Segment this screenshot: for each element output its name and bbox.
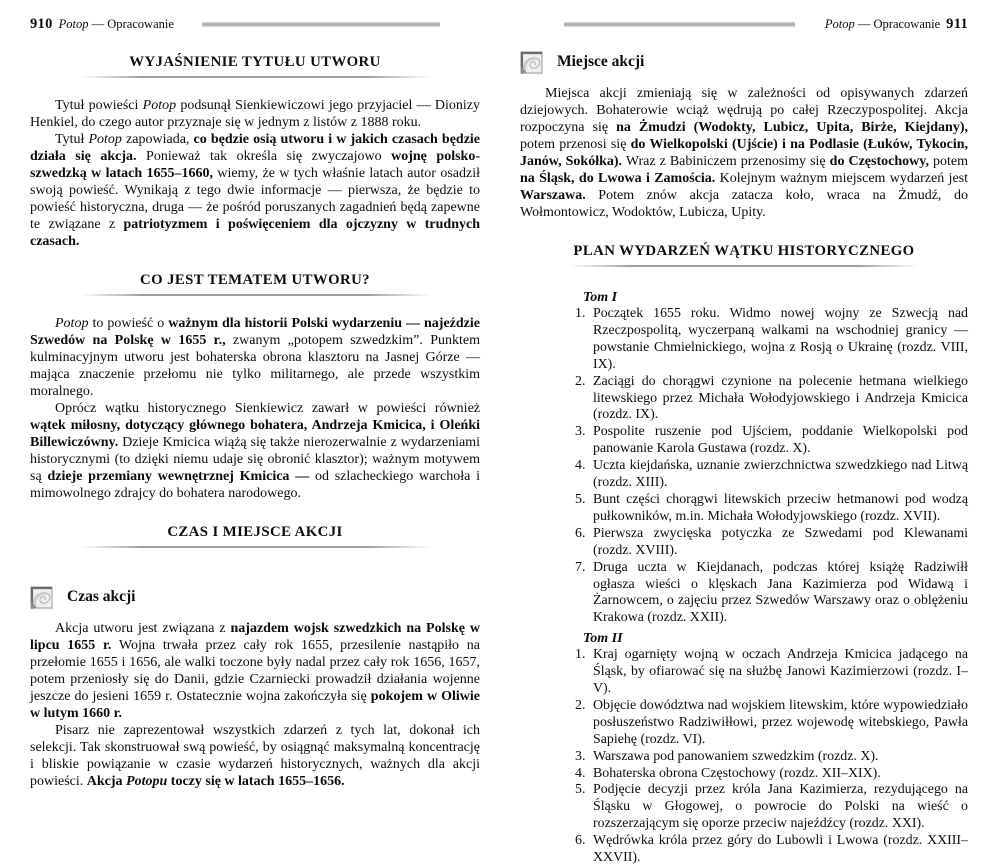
page-number: 911 [946,15,968,32]
text-run: zapowiada, [121,132,194,147]
text-run: Oprócz wątku historycznego Sienkiewicz zawarł w powieści również [55,401,480,416]
running-header-right [520,16,968,32]
list-item-text: Wędrówka króla przez góry do Lubowli i Lwowa (rozdz. XXIII–XXVII). [593,833,968,866]
paragraph [30,97,480,131]
section-heading [30,272,480,296]
subsection-heading [520,50,968,74]
list-item [575,374,968,425]
subsection-heading-text: Czas akcji [67,588,136,605]
volume-label: Tom I [583,290,618,305]
list-item-text: Początek 1655 roku. Widmo nowej wojny ze Szwecją nad Rzeczpospolitą, wyczerpaną walkami na wschodniej granicy — powstanie Chmielnickiego, wojna z Rosją o Ukrainę (rozdz. VIII, IX). [593,306,968,372]
section-heading [520,243,968,267]
paragraph [520,85,968,221]
list-item-text: Bunt części chorągwi litewskich przeciw hetmanowi pod wodzą pułkowników, m.in. Michała Wołodyjowskiego (rozdz. XVII). [593,491,968,524]
list-item [575,749,968,766]
volume-label: Tom II [583,631,623,647]
list-item-number: 7. [575,559,586,575]
list-item [575,492,968,526]
page-left [0,0,500,789]
list-item-number: 6. [575,833,586,849]
section-heading [30,54,480,78]
text-run: potem przenosi się [520,137,631,152]
header-rule [564,22,795,27]
list-item-text: Objęcie dowództwa nad wojskiem litewskim, które wypowiedziało posłuszeństwo Radziwiłłowi, przez wojewodę witebskiego, Pawła Sapiehę (rozdz. VI). [593,697,968,747]
list-item-number: 4. [575,765,586,781]
paragraph [30,722,480,790]
paragraph [30,620,480,722]
list-item-number: 2. [575,373,586,389]
text-run: patriotyzmem i poświęceniem dla ojczyzny w trudnych czasach. [30,217,480,249]
paragraph [30,315,480,400]
list-item [575,526,968,560]
list-item [575,766,968,783]
list-item [575,306,968,374]
list-item-number: 3. [575,748,586,764]
text-run: Dzieje Kmicica wiążą się także nierozerwalnie z wydarzeniami historycznymi (to dzięki niemu udaje się obronić klasztor); ważnym motywem są [30,435,480,484]
list-item-number: 5. [575,782,586,798]
running-title-suffix: — Opracowanie [88,16,174,31]
list-item-number: 3. [575,424,586,440]
list-item [575,560,968,628]
text-run: ważnym dla historii Polski wydarzeniu — najeździe Szwedów na Polskę w 1655 r., [30,316,480,348]
text-run: do Częstochowy, [829,154,929,169]
page-right [500,0,1000,866]
list-item [575,698,968,749]
section-heading-text: CO JEST TEMATEM UTWORU? [140,272,370,288]
section-heading [30,524,480,548]
section-heading-text: PLAN WYDARZEŃ WĄTKU HISTORYCZNEGO [573,243,915,259]
list-item [575,458,968,492]
text-run: Potop [142,98,177,113]
text-run: to powieść o [88,316,169,331]
text-run: na Żmudzi (Wodokty, Lubicz, Upita, Birże, Kiejdany), [616,120,969,135]
list-item-text: Podjęcie decyzji przez króla Jana Kazimierza, rezydującego na Śląsku w Głogowej, o powrocie do Polski na wieść o rozszerzającym się oporze przeciw najeźdźcy (rozdz. XXI). [593,782,968,832]
paragraph [30,131,480,250]
heading-gap [520,267,968,286]
heading-gap [30,296,480,315]
list-item-text: Kraj ogarnięty wojną w oczach Andrzeja Kmicica jadącego na Śląsk, by ofiarować się na służbę Janowi Kazimierzowi (rozdz. I–V). [593,647,968,697]
subsection-heading-text: Miejsce akcji [557,53,645,70]
numbered-list [575,647,968,867]
list-item-text: Uczta kiejdańska, uznanie zwierzchnictwa szwedzkiego nad Litwą (rozdz. XIII). [593,458,968,491]
list-item-text: Pierwsza zwycięska potyczka ze Szwedami pod Klewanami (rozdz. XVIII). [593,525,968,558]
list-item-number: 1. [575,306,586,321]
running-title-book: Potop [824,16,855,31]
text-run: Akcja utworu jest związana z [55,621,231,636]
list-item [575,647,968,698]
text-run: Potop [55,316,89,331]
list-item-number: 4. [575,458,586,474]
ornament-icon [30,586,54,610]
running-title [59,17,174,32]
text-run: wojnę polsko-szwedzką w latach 1655–1660, [30,149,480,181]
page-number: 910 [30,15,53,32]
text-run: pokojem w Oliwie w lutym 1660 r. [30,689,480,721]
list-item-text: Zaciągi do chorągwi czynione na polecenie hetmana wielkiego litewskiego przez Michała Wołodyjowskiego i Andrzeja Kmicica (rozdz. IX). [593,373,968,423]
text-run: zwanym „potopem szwedzkim”. Punktem kulminacyjnym utworu jest bohaterska obrona klasztoru na Jasnej Górze — mająca znaczenie przełomu nie tylko militarnego, ale przede wszystkim moralnego. [30,333,480,399]
list-item-text: Warszawa pod panowaniem szwedzkim (rozdz. X). [593,748,879,764]
text-run: potem [928,154,968,169]
text-run: co będzie osią utworu i w jakich czasach będzie działa się akcja. [30,132,481,164]
text-run: najazdem wojsk szwedzkich na Polskę w lipcu 1655 r. [30,621,480,653]
running-title-suffix: — Opracowanie [854,16,941,31]
running-title [825,17,940,32]
paragraph [30,400,480,502]
section-heading-text: WYJAŚNIENIE TYTUŁU UTWORU [129,54,381,70]
list-item [575,833,968,867]
text-run: Tytuł powieści [55,98,143,113]
text-run: Kolejnym ważnym miejscem wydarzeń jest [715,171,968,186]
text-run: Tytuł [55,132,89,147]
page-left-body [30,54,480,790]
text-run: dzieje przemiany wewnętrznej Kmicica — [47,469,310,484]
ornament-icon [520,51,544,75]
list-item-number: 6. [575,525,586,541]
list-item-text: Druga uczta w Kiejdanach, podczas której książę Radziwiłł ogłasza wieści o klęskach Jana Kazimierza pod Widawą i Żarnowcem, o zajęciu przez Szwedów Warszawy oraz o oblężeniu Krakowa (rozdz. XXII). [593,559,968,626]
text-run: toczy się w latach 1655–1656. [167,774,345,789]
text-run: Warszawa. [520,188,586,203]
page-right-body [520,50,968,867]
text-run: wątek miłosny, dotyczący głównego bohatera, Andrzeja Kmicica, i Oleńki Billewiczówny. [30,418,480,450]
header-rule [202,22,440,27]
subsection-heading [30,585,480,609]
text-run: do Wielkopolski (Ujście) i na Podlasie (Łuków, Tykocin, Janów, Sokółka). [520,137,968,169]
text-run: Ponieważ tak określa się zwyczajowo [136,149,392,164]
text-run: wiemy, że w tych właśnie latach autor osadził swoją powieść. Wynikają z tego dwie informacje — pierwsza, że będzie to powieść historyczna, druga — że pośród poruszanych zagadnień będą zapewne te związane z [30,166,480,232]
list-item-number: 1. [575,647,586,663]
running-header-left [30,16,480,32]
text-run: podsunął Sienkiewiczowi jego przyjaciel — Dionizy Henkiel, do czego autor przyznaje się w jednym z listów z 1888 roku. [30,98,480,130]
list-item-number: 2. [575,697,586,713]
text-run: Potem znów akcja zatacza koło, wraca na Żmudź, do Wołmontowicz, Wodoktów, Lubicza, Upity. [520,188,968,220]
heading-gap [30,548,480,567]
text-run: na Śląsk, do Lwowa i Zamościa. [520,171,716,186]
list-item-number: 5. [575,491,586,507]
section-heading-text: CZAS I MIEJSCE AKCJI [167,524,343,540]
list-item [575,424,968,458]
text-run: Miejsca akcji zmieniają się w zależności od opisywanych zdarzeń dziejowych. Bohaterowie wciąż wędrują po całej Rzeczypospolitej. Akcja rozpoczyna się [520,86,968,135]
text-run: Wojna trwała przez cały rok 1655, przesilenie nastąpiło na przełomie 1655 i 1656, ale walki toczone były nadal przez cały rok 1656, 1657, potem przeniosły się do Danii, gdzie Czarniecki prowadził działania wojenne jeszcze do jesieni 1659 r. Ostatecznie wojna zakończyła się [30,638,480,704]
list-item-text: Bohaterska obrona Częstochowy (rozdz. XII–XIX). [593,765,881,781]
text-run: od szlacheckiego warchoła i mimowolnego zdrajcy do bohatera narodowego. [30,469,480,501]
text-run: Potop [88,132,122,147]
text-run: Potopu [126,774,168,789]
text-run: Wraz z Babiniczem przenosimy się [622,154,830,169]
list-item-text: Pospolite ruszenie pod Ujściem, poddanie Wielkopolski pod panowanie Karola Gustawa (rozdz. X). [593,424,968,457]
text-run: Akcja [86,774,127,789]
running-title-book: Potop [58,16,89,31]
list-item [575,782,968,833]
heading-gap [30,78,480,97]
numbered-list [575,306,968,627]
text-run: Pisarz nie zaprezentował wszystkich zdarzeń z tych lat, dokonał ich selekcji. Tak skonstruował swą powieść, by osiągnąć maksymalną koncentrację i bliskie powiązanie w czasie wydarzeń historycznych, ważnych dla akcji powieści. [30,723,480,789]
